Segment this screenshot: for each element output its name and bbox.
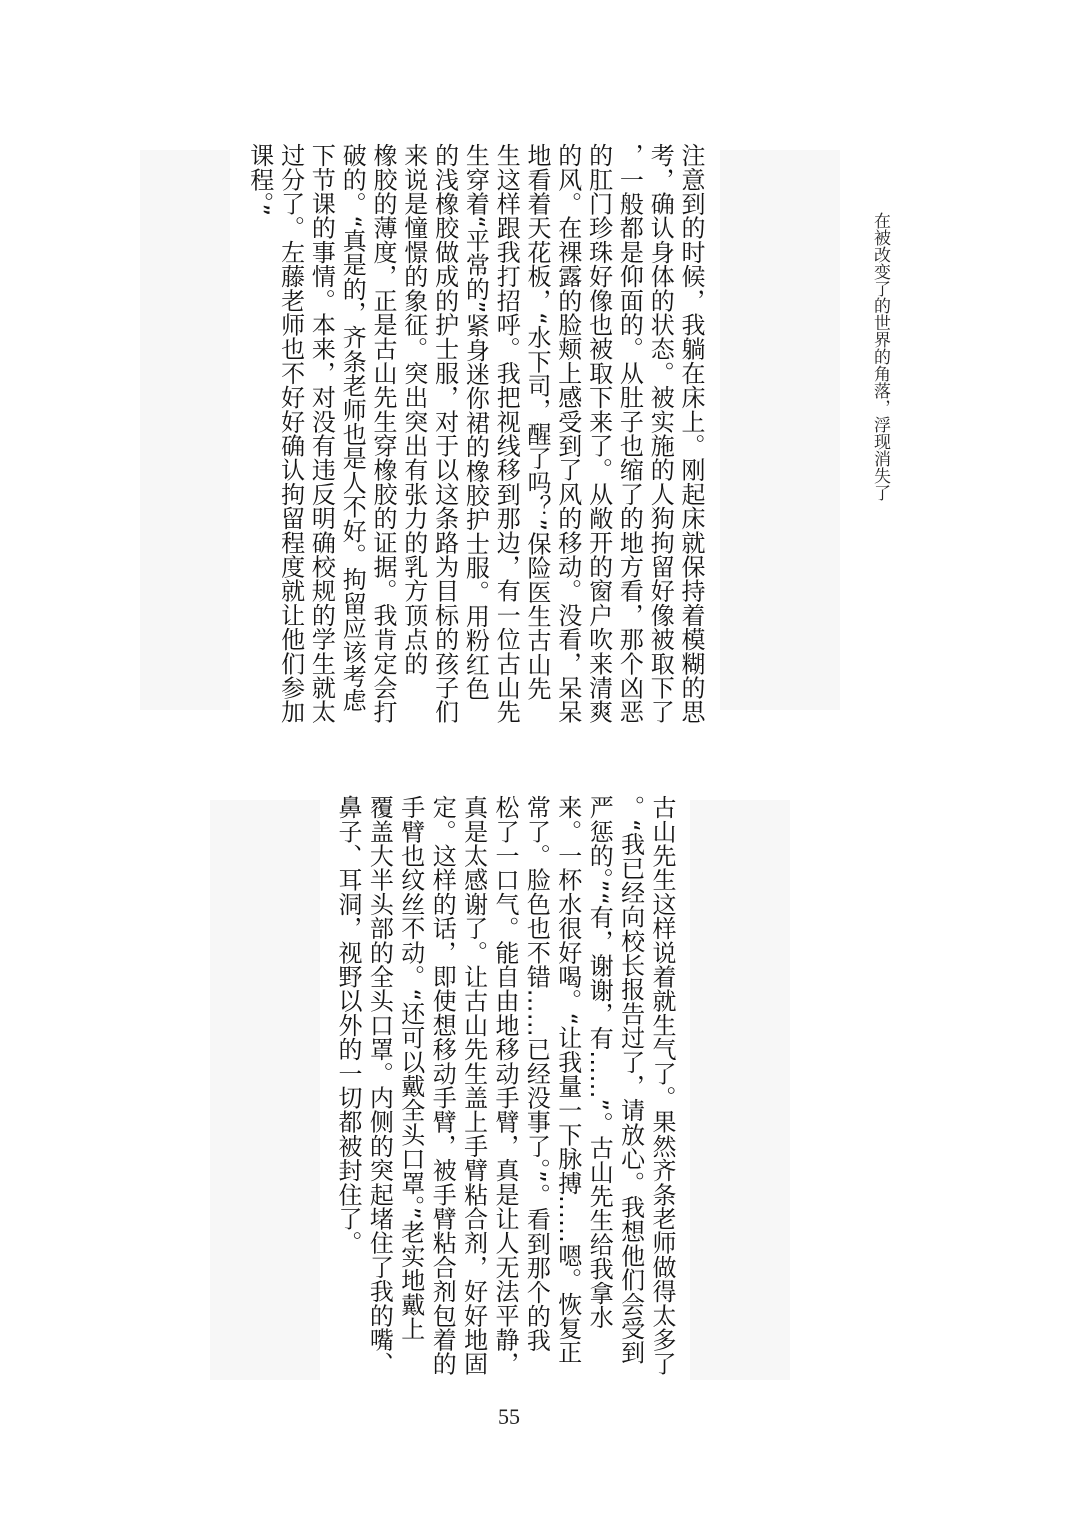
text-column: 来说是憧憬的象征。突出突出有张力的乳方顶点的: [399, 143, 428, 676]
scan-shadow: [690, 800, 790, 1380]
text-column: 来。一杯水很好喝。“让我量一下脉搏……嗯。恢复正: [553, 795, 582, 1365]
text-column: 的浅橡胶做成的护士服，对于以这条路为目标的孩子们: [430, 143, 459, 724]
text-column: 破的。“真是的，齐条老师也是人不好。拘留应该考虑: [338, 143, 367, 713]
text-column: 覆盖大半头部的全头口罩。内侧的突起堵住了我的嘴、: [365, 795, 394, 1376]
scan-shadow: [210, 800, 320, 1380]
text-column: 课程。”: [245, 143, 274, 217]
text-column: 橡胶的薄度，正是古山先生穿橡胶的证据。我肯定会打: [369, 143, 397, 724]
text-column: 地看着天花板，“水下司，醒了吗？”保险医生古山先: [523, 143, 551, 701]
text-column: 注意到的时候，我躺在床上。刚起床就保持着模糊的思: [677, 143, 705, 724]
text-column: 过分了。左藤老师也不好好确认拘留程度就让他们参加: [276, 143, 305, 724]
text-column: 松了一口气。能自由地移动手臂，真是让人无法平静，: [491, 795, 519, 1376]
text-column: 生穿着“平常的”紧身迷你裙的橡胶护士服。用粉红色: [461, 143, 490, 701]
scan-shadow: [720, 150, 840, 710]
text-column: ，一般都是仰面的。从肚子也缩了的地方看，那个凶恶: [615, 143, 644, 724]
text-column: 定。这样的话，即使想移动手臂，被手臂粘合剂包着的: [428, 795, 457, 1376]
text-column: 的肛门珍珠好像也被取下来了。从敞开的窗户吹来清爽: [584, 143, 613, 724]
text-column: 手臂也纹丝不动。“还可以戴全头口罩。”老实地戴上: [396, 795, 425, 1341]
text-column: 古山先生这样说着就生气了。果然齐条老师做得太多了: [648, 795, 676, 1376]
text-column: 的风。在裸露的脸颊上感受到了风的移动。没看，呆呆: [553, 143, 582, 724]
scan-shadow: [140, 150, 230, 710]
text-column: 。“我已经向校长报告过了，请放心。我想他们会受到: [616, 795, 645, 1365]
text-column: 真是太感谢了。让古山先生盖上手臂粘合剂，好好地固: [459, 795, 488, 1376]
running-head: 在被改变了的世界的角落，浮现消失了: [870, 212, 890, 501]
text-column: 常了。脸色也不错……已经没事了。”。看到那个的我: [522, 795, 551, 1353]
text-column: 考，确认身体的状态。被实施的人狗拘留好像被取下了: [646, 143, 675, 724]
text-column: 严惩的。”“有，谢谢，有……”。古山先生给我拿水: [585, 795, 614, 1330]
page-number: 55: [498, 1404, 520, 1429]
text-column: 鼻子、耳洞，视野以外的一切都被封住了。: [334, 795, 362, 1255]
text-column: 下节课的事情。本来，对没有违反明确校规的学生就太: [307, 143, 336, 724]
text-column: 生这样跟我打招呼。我把视线移到那边，有一位古山先: [492, 143, 521, 724]
